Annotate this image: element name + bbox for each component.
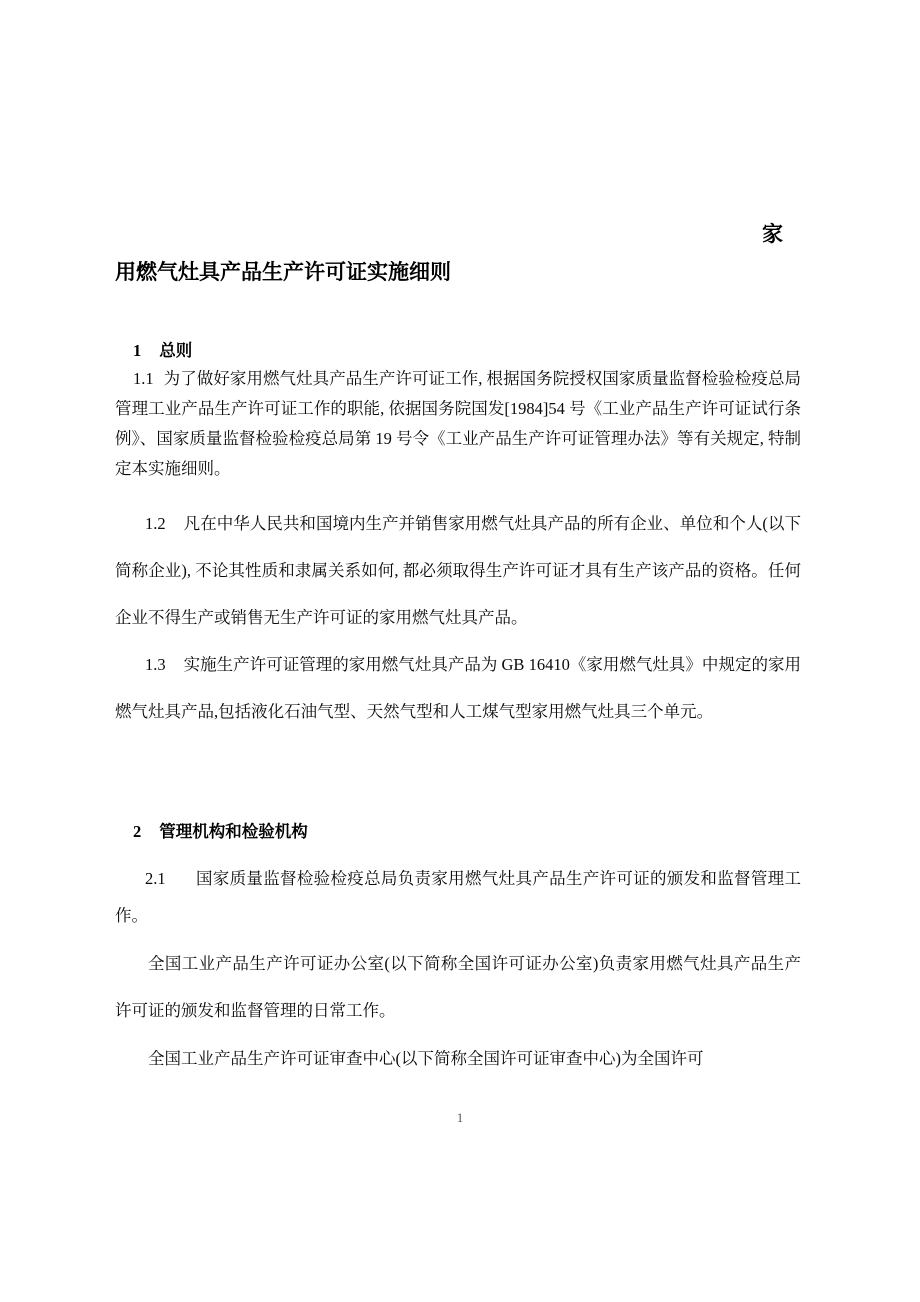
paragraph-2-1-label: 2.1	[145, 869, 166, 888]
paragraph-1-3-text: 实施生产许可证管理的家用燃气灶具产品为 GB 16410《家用燃气灶具》中规定的家用燃气灶具产品,包括液化石油气型、天然气型和人工煤气型家用燃气灶具三个单元。	[115, 655, 801, 721]
section-2-number: 2	[133, 822, 142, 841]
section-1-heading	[115, 336, 801, 366]
paragraph-2-1-text: 国家质量监督检验检疫总局负责家用燃气灶具产品生产许可证的颁发和监督管理工作。	[115, 869, 801, 925]
paragraph-1-1-text: 为了做好家用燃气灶具产品生产许可证工作, 根据国务院授权国家质量监督检验检疫总局管理工业产品生产许可证工作的职能, 依据国务院国发[1984]54 号《工业产品生产许可证试行条例》、国家质量监督检验检疫总局第 19 号令《工业产品生产许可证管理办法》等有关规定, 特制定本实施细则。	[115, 369, 801, 478]
document-title-line-2: 用燃气灶具产品生产许可证实施细则	[115, 261, 451, 284]
paragraph-2-3-text: 全国工业产品生产许可证审查中心(以下简称全国许可证审查中心)为全国许可	[148, 1049, 704, 1068]
paragraph-1-2-label: 1.2	[145, 514, 166, 533]
section-1-number: 1	[133, 341, 142, 360]
section-1-heading-text: 总则	[159, 342, 193, 360]
page-number: 1	[456, 1110, 464, 1125]
paragraph-1-1-label: 1.1	[133, 369, 154, 388]
paragraph-2-3	[115, 1035, 801, 1082]
paragraph-1-2	[115, 500, 801, 641]
paragraph-2-1	[115, 860, 801, 934]
document-title-line-1: 家	[762, 223, 783, 246]
section-2-heading-text: 管理机构和检验机构	[159, 823, 308, 841]
paragraph-1-1	[115, 364, 801, 484]
section-2-heading	[115, 817, 801, 847]
paragraph-2-2-text: 全国工业产品生产许可证办公室(以下简称全国许可证办公室)负责家用燃气灶具产品生产许可证的颁发和监督管理的日常工作。	[115, 954, 801, 1020]
paragraph-1-2-text: 凡在中华人民共和国境内生产并销售家用燃气灶具产品的所有企业、单位和个人(以下简称企业), 不论其性质和隶属关系如何, 都必须取得生产许可证才具有生产该产品的资格。任何企业不得生产或销售无生产许可证的家用燃气灶具产品。	[115, 514, 801, 627]
paragraph-1-3	[115, 641, 801, 735]
paragraph-1-3-label: 1.3	[145, 655, 166, 674]
document-title	[115, 216, 801, 292]
paragraph-2-2	[115, 940, 801, 1034]
